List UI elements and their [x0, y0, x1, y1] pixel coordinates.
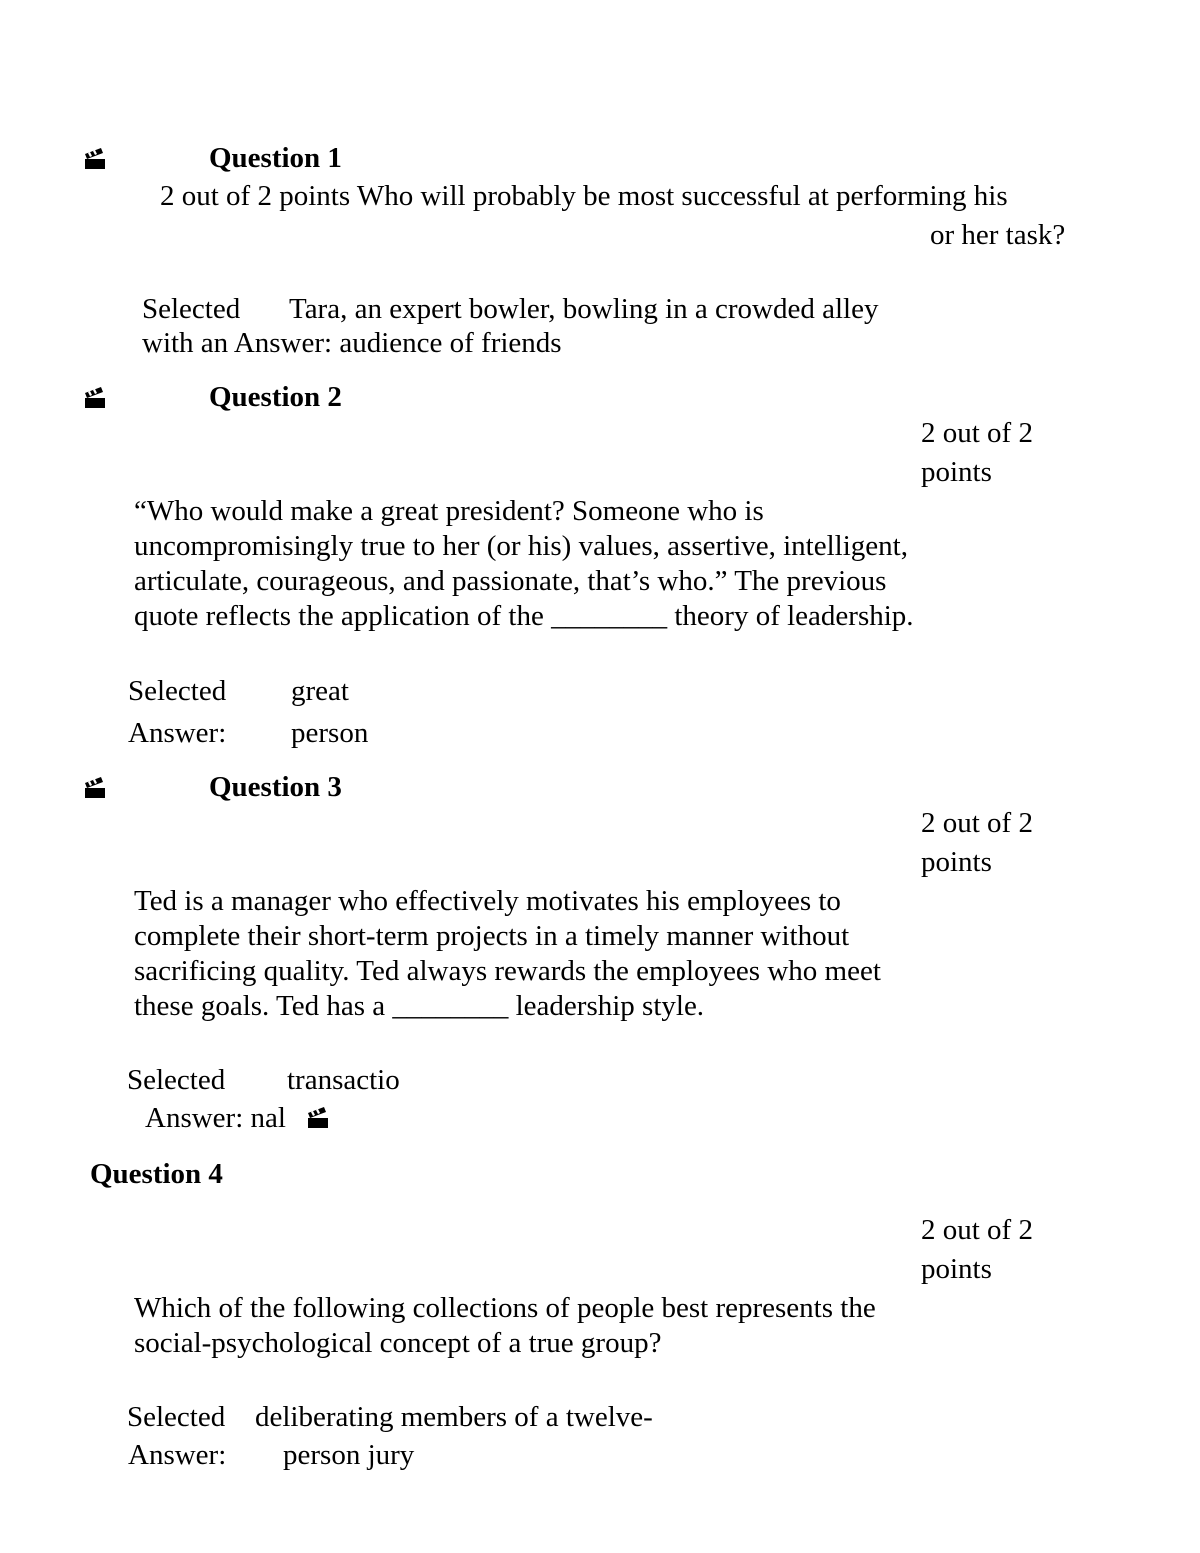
question-3-points-line-1: 2 out of 2	[921, 807, 1033, 839]
question-1-selected-label: Selected	[142, 293, 241, 325]
question-3-answer-label-line: Answer: nal	[145, 1102, 286, 1134]
question-4-answer-label: Answer:	[128, 1439, 227, 1471]
clapperboard-icon	[83, 386, 107, 410]
question-3-answer-part-1: transactio	[287, 1064, 400, 1096]
question-1-points-and-text: 2 out of 2 points Who will probably be most successful at performing his	[160, 180, 1008, 212]
question-2-answer-part-1: great	[291, 675, 349, 707]
question-3-points-line-2: points	[921, 846, 992, 878]
question-2-points-line-1: 2 out of 2	[921, 417, 1033, 449]
question-4-answer-part-2: person jury	[283, 1439, 415, 1471]
question-2-text-line-4: quote reflects the application of the ________ theory of leadership.	[134, 600, 914, 632]
question-4-selected-label: Selected	[127, 1401, 226, 1433]
question-1-answer-line-2: with an Answer: audience of friends	[142, 327, 562, 359]
question-3-text-line-3: sacrificing quality. Ted always rewards the employees who meet	[134, 955, 881, 987]
question-1-title: Question 1	[209, 142, 342, 174]
question-4-points-line-2: points	[921, 1253, 992, 1285]
question-2-title: Question 2	[209, 381, 342, 413]
question-4-title: Question 4	[90, 1158, 223, 1190]
question-3-selected-label: Selected	[127, 1064, 226, 1096]
question-1-answer-line-1: Tara, an expert bowler, bowling in a crowded alley	[289, 293, 879, 325]
question-4-points-line-1: 2 out of 2	[921, 1214, 1033, 1246]
clapperboard-icon	[306, 1106, 330, 1130]
question-2-selected-label: Selected	[128, 675, 227, 707]
question-1-text-continued: or her task?	[930, 219, 1066, 251]
question-2-text-line-1: “Who would make a great president? Someone who is	[134, 495, 764, 527]
question-4-text-line-2: social-psychological concept of a true group?	[134, 1327, 662, 1359]
question-2-points-line-2: points	[921, 456, 992, 488]
clapperboard-icon	[83, 147, 107, 171]
question-2-text-line-3: articulate, courageous, and passionate, that’s who.” The previous	[134, 565, 887, 597]
question-2-answer-label: Answer:	[128, 717, 227, 749]
question-2-text-line-2: uncompromisingly true to her (or his) values, assertive, intelligent,	[134, 530, 908, 562]
question-3-text-line-2: complete their short-term projects in a timely manner without	[134, 920, 850, 952]
question-3-text-line-4: these goals. Ted has a ________ leadership style.	[134, 990, 705, 1022]
question-4-text-line-1: Which of the following collections of people best represents the	[134, 1292, 876, 1324]
question-2-answer-part-2: person	[291, 717, 369, 749]
clapperboard-icon	[83, 776, 107, 800]
question-4-answer-part-1: deliberating members of a twelve-	[255, 1401, 653, 1433]
question-3-text-line-1: Ted is a manager who effectively motivates his employees to	[134, 885, 841, 917]
question-3-title: Question 3	[209, 771, 342, 803]
